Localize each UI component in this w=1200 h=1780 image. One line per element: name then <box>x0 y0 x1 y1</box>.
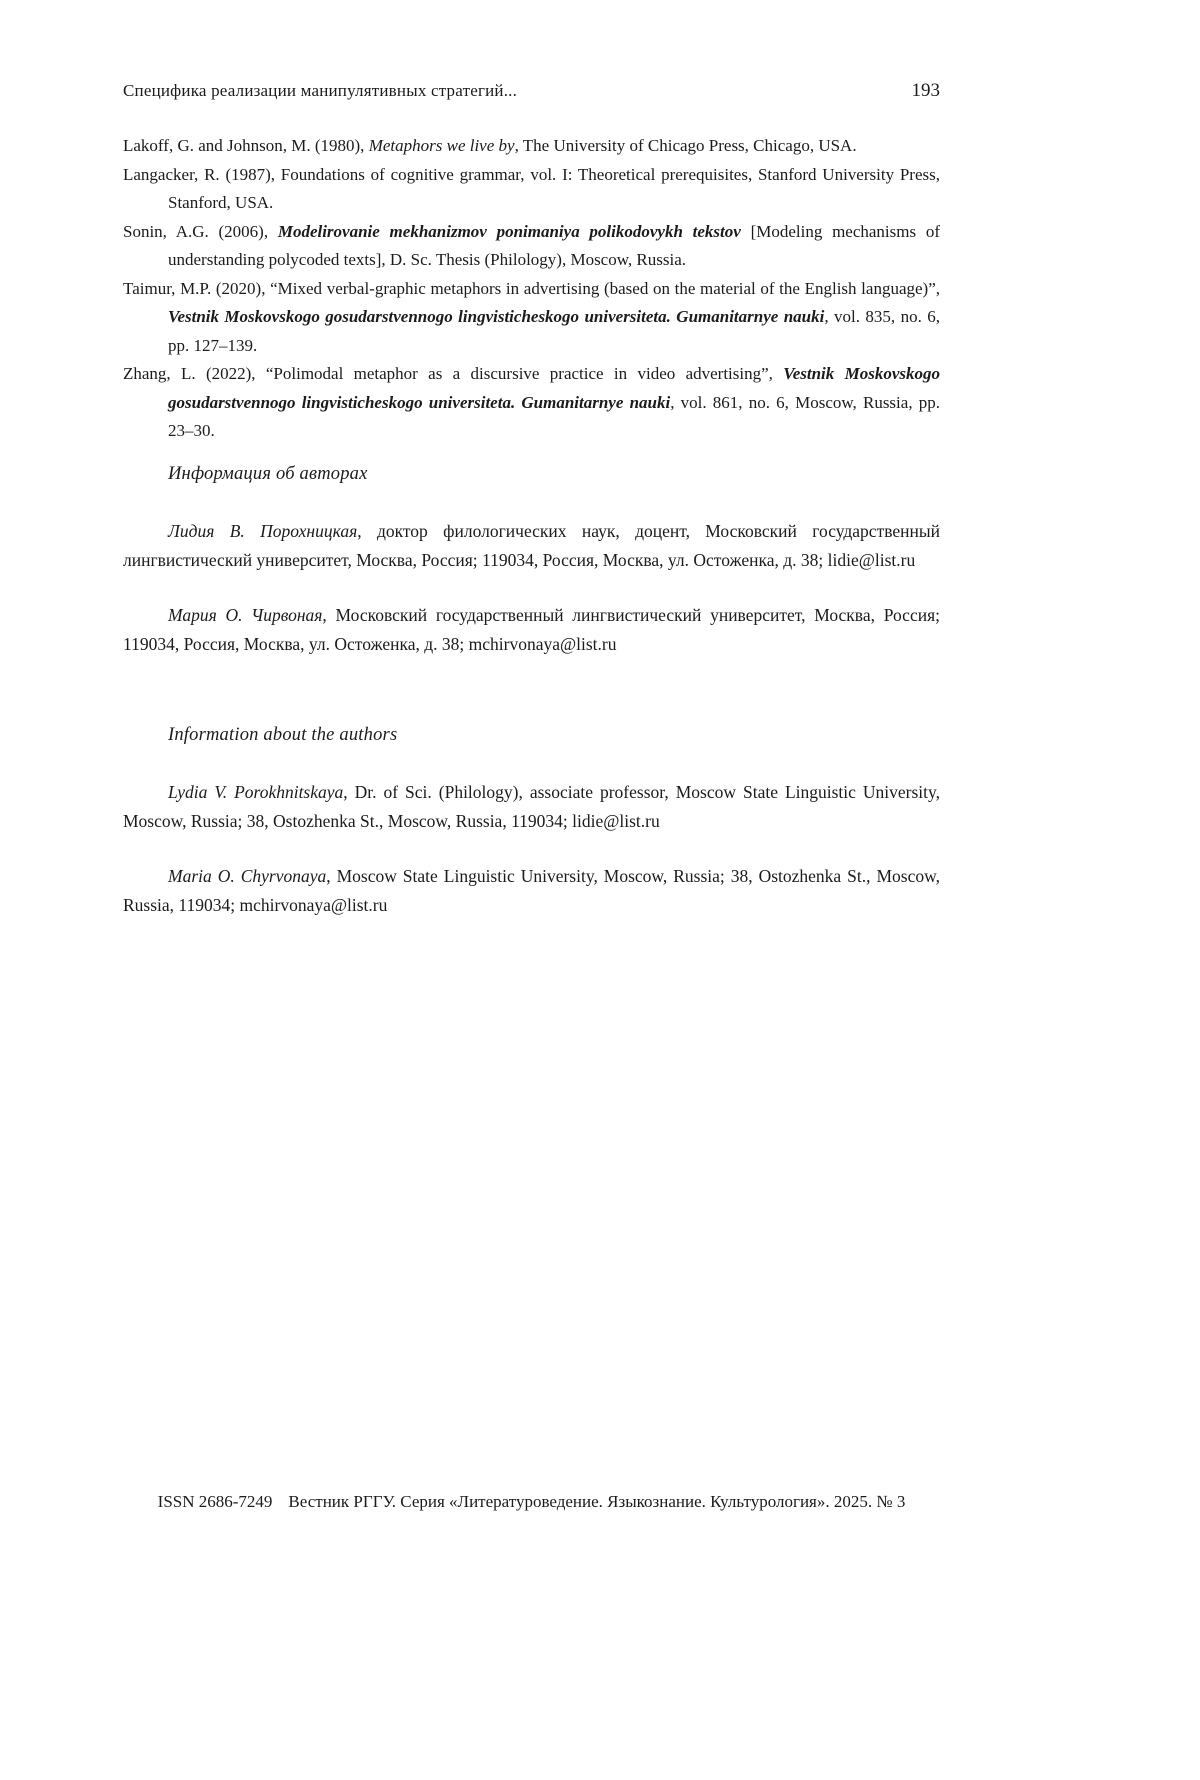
text-run: , vol. 835, no. 6, pp. 127–139. <box>168 307 940 355</box>
page-footer <box>123 1492 940 1512</box>
reference-item <box>123 360 940 446</box>
section-heading: Информация об авторах <box>168 464 368 484</box>
text-run: Maria O. Chyrvonaya <box>168 866 327 886</box>
running-title: Специфика реализации манипулятивных стратегий... <box>123 81 518 100</box>
page-header <box>123 80 940 102</box>
author-section <box>123 721 940 920</box>
text-run: Metaphors we live by <box>368 136 515 155</box>
page-number: 193 <box>911 80 940 101</box>
footer-journal-title: Вестник РГГУ. Серия «Литературоведение. Языкознание. Культурология». 2025. № 3 <box>288 1492 906 1511</box>
reference-item <box>123 161 940 218</box>
text-run: , vol. 861, no. 6, Moscow, Russia, pp. 23–30. <box>168 392 940 440</box>
author-paragraph <box>123 601 940 659</box>
references-list <box>123 132 940 446</box>
reference-item <box>123 218 940 275</box>
text-run: Vestnik Moskovskogo gosudarstvennogo lingvisticheskogo universiteta. Gumanitarnye nauki <box>168 364 940 412</box>
text-run: Modelirovanie mekhanizmov ponimaniya polikodovykh tekstov <box>277 221 741 241</box>
text-run: Taimur, M.P. (2020), “Mixed verbal-graphic metaphors in advertising (based on the material of the English language)”, <box>123 278 940 298</box>
text-run: Zhang, L. (2022), “Polimodal metaphor as a discursive practice in video advertising”, <box>123 364 784 383</box>
author-info-sections <box>123 460 940 920</box>
text-run: Sonin, A.G. (2006), <box>123 221 278 241</box>
reference-item <box>123 132 940 161</box>
text-run: , Dr. of Sci. (Philology), associate professor, Moscow State Linguistic University, Moscow, Russia; 38, Ostozhenka St., Moscow, Russia, 119034; lidie@list.ru <box>123 782 940 831</box>
author-paragraph <box>123 517 940 575</box>
footer-issn: ISSN 2686-7249 <box>157 1492 273 1511</box>
text-run: , доктор филологических наук, доцент, Московский государственный лингвистический университет, Москва, Россия; 119034, Россия, Москва, ул. Остоженка, д. 38; lidie@list.ru <box>123 521 940 570</box>
text-run: Vestnik Moskovskogo gosudarstvennogo lingvisticheskogo universiteta. Gumanitarnye nauki <box>168 307 825 326</box>
text-run: Langacker, R. (1987), Foundations of cognitive grammar, vol. I: Theoretical prerequisites, Stanford University Press, Stanford, USA. <box>123 164 940 212</box>
author-paragraph <box>123 862 940 920</box>
text-run: , The University of Chicago Press, Chicago, USA. <box>514 136 857 155</box>
text-run: , Московский государственный лингвистический университет, Москва, Россия; 119034, Россия, Москва, ул. Остоженка, д. 38; mchirvonaya@list.ru <box>123 605 940 654</box>
text-run: [Modeling mechanisms of understanding polycoded texts], D. Sc. Thesis (Philology), Moscow, Russia. <box>168 221 941 269</box>
text-run: Lakoff, G. and Johnson, M. (1980), <box>123 136 369 155</box>
text-run: Лидия В. Порохницкая <box>168 521 358 541</box>
author-section <box>123 460 940 659</box>
author-paragraph <box>123 778 940 836</box>
section-heading: Information about the authors <box>168 725 398 745</box>
text-run: Lydia V. Porokhnitskaya <box>168 782 344 802</box>
text-run: Мария О. Чирвоная <box>168 605 323 625</box>
text-run: , Moscow State Linguistic University, Moscow, Russia; 38, Ostozhenka St., Moscow, Russia, 119034; mchirvonaya@list.ru <box>123 866 940 915</box>
reference-item <box>123 275 940 361</box>
